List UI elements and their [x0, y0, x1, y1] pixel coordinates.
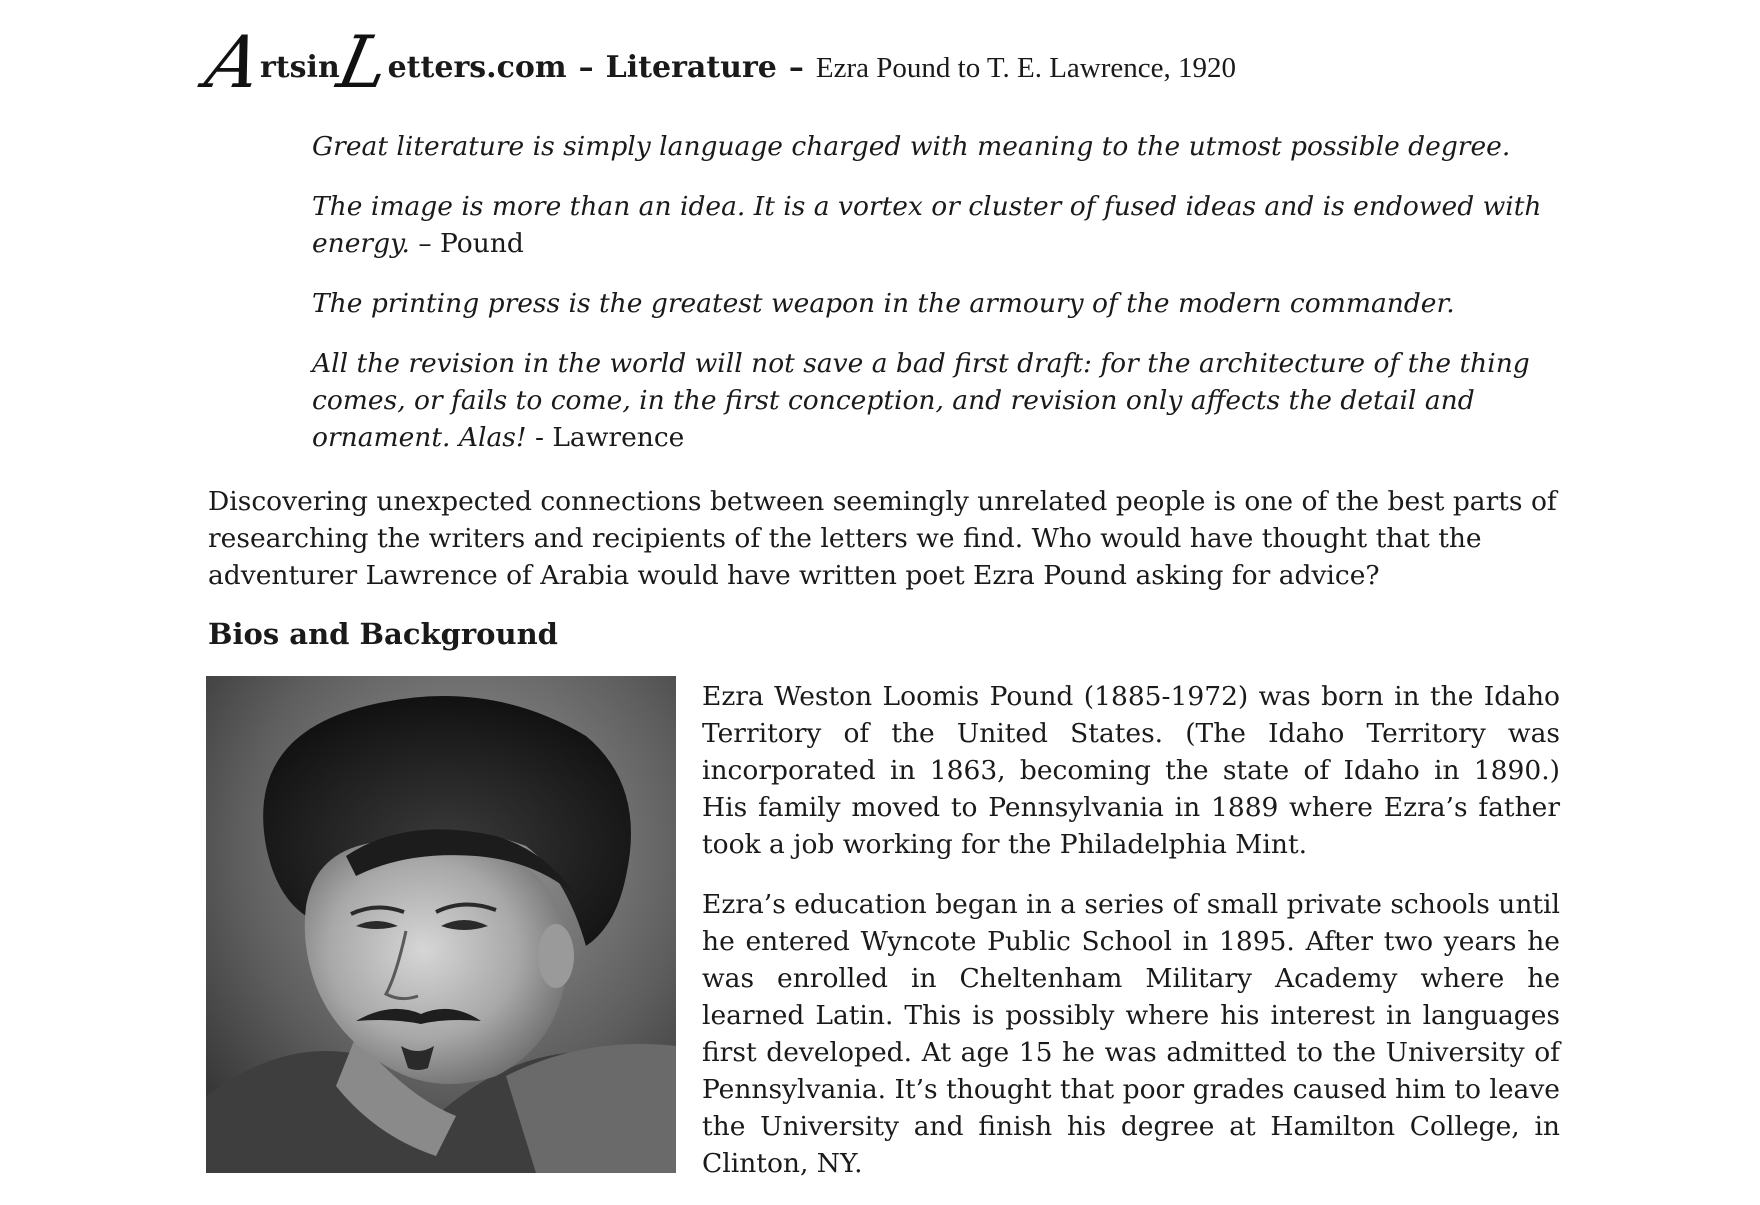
- header-separator: –: [788, 50, 804, 85]
- quote: [312, 188, 1572, 262]
- quote-text: Great literature is simply language charged with meaning to the utmost possible degree.: [312, 131, 1511, 162]
- header-separator: –: [578, 50, 594, 85]
- section-heading: Bios and Background: [208, 617, 558, 651]
- bio-paragraph: Ezra Weston Loomis Pound (1885-1972) was born in the Idaho Territory of the United States. (The Idaho Territory was incorporated in 1863, becoming the state of Idaho in 1890.) His family moved to Pennsylvania in 1889 where Ezra’s father took a job working for the Philadelphia Mint.: [702, 681, 1560, 860]
- header-subject: Ezra Pound to T. E. Lawrence, 1920: [815, 52, 1236, 84]
- bio-text: [702, 678, 1560, 1205]
- quote: [312, 345, 1572, 456]
- quote-attribution: – Pound: [409, 228, 524, 259]
- logo-initial-l: L: [330, 20, 397, 104]
- quote-text: All the revision in the world will not save a bad first draft: for the architecture of the thing comes, or fails to come, in the first conception, and revision only affects the detail and ornament. Alas!: [312, 348, 1530, 453]
- portrait-image: [206, 676, 676, 1173]
- logo-text-etters: etters.com: [387, 50, 567, 85]
- quote-text: The printing press is the greatest weapon in the armoury of the modern commander.: [312, 288, 1455, 319]
- page-header: [199, 20, 1236, 104]
- intro-paragraph: Discovering unexpected connections between seemingly unrelated people is one of the best parts of researching the writers and recipients of the letters we find. Who would have thought that the adventurer Lawrence of Arabia would have written poet Ezra Pound asking for advice?: [208, 486, 1557, 591]
- bio-paragraph: Ezra’s education began in a series of small private schools until he entered Wyncote Public School in 1895. After two years he was enrolled in Cheltenham Military Academy where he learned Latin. This is possibly where his interest in languages first developed. At age 15 he was admitted to the University of Pennsylvania. It’s thought that poor grades caused him to leave the University and finish his degree at Hamilton College, in Clinton, NY.: [702, 889, 1560, 1179]
- site-logo[interactable]: [199, 20, 567, 104]
- portrait-photo: [206, 676, 676, 1173]
- logo-initial-a: A: [199, 20, 269, 104]
- header-section: Literature: [605, 50, 777, 85]
- quote: [312, 128, 1572, 165]
- quote-text: The image is more than an idea. It is a vortex or cluster of fused ideas and is endowed with energy.: [312, 191, 1542, 259]
- logo-text-rtsin: rtsin: [260, 50, 340, 85]
- quote: [312, 285, 1572, 322]
- quote-attribution: - Lawrence: [526, 422, 685, 453]
- quotes-block: [312, 128, 1572, 479]
